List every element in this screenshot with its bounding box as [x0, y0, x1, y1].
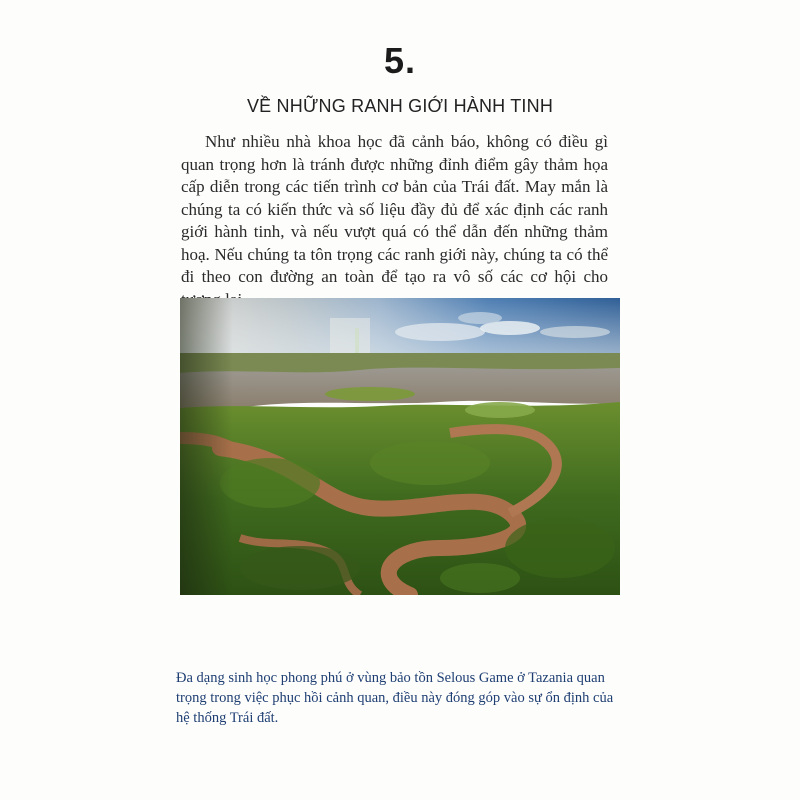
figure-caption: Đa dạng sinh học phong phú ở vùng bảo tồn Selous Game ở Tazania quan trọng trong việc phục hồi cảnh quan, điều này đóng góp vào sự ổn định của hệ thống Trái đất. — [176, 670, 614, 726]
landscape-photo — [180, 298, 620, 595]
chapter-title: VỀ NHỮNG RANH GIỚI HÀNH TINH — [246, 96, 554, 116]
aerial-river-illustration — [180, 298, 620, 595]
chapter-number: 5. — [383, 40, 417, 81]
body-paragraph: Như nhiều nhà khoa học đã cảnh báo, không có điều gì quan trọng hơn là tránh được những đỉnh điểm gây thảm họa cấp diễn trong các tiến trình cơ bản của Trái đất. May mắn là chúng ta có kiến thức và số liệu đầy đủ để xác định các ranh giới hành tinh, và nếu vượt quá có thể dẫn đến những thảm hoạ. Nếu chúng ta tôn trọng các ranh giới này, chúng ta có thể đi theo con đường an toàn để tạo ra vô số các cơ hội cho — [181, 132, 608, 286]
